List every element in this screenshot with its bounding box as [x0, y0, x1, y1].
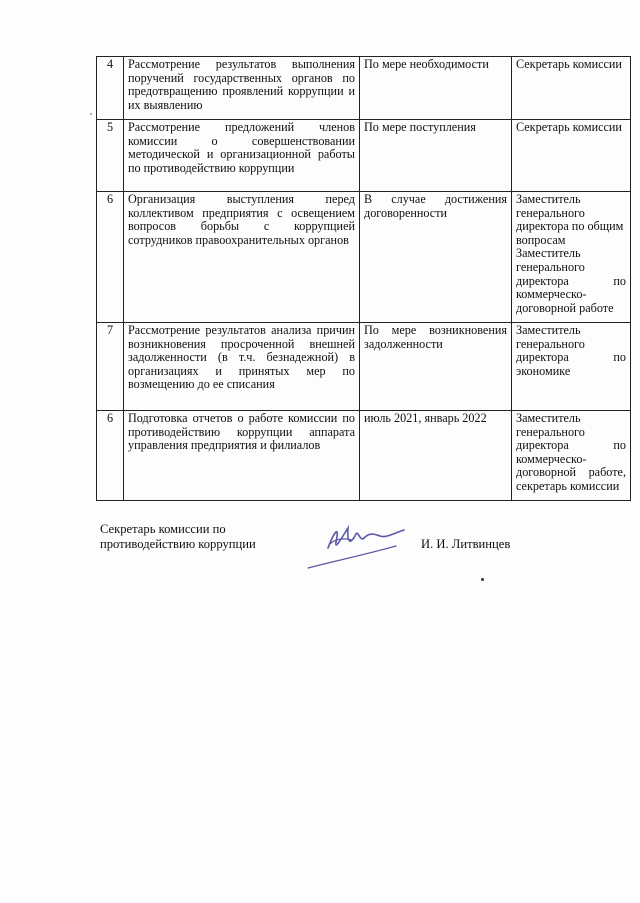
plan-table-body: [97, 57, 631, 501]
scan-speck: [90, 113, 92, 115]
activity-description: Рассмотрение предложений членов комиссии о совершенствовании методической и организационной работы по противодействию коррупции: [124, 120, 360, 192]
responsible-line: коммерческо-: [516, 451, 587, 466]
activity-description: Рассмотрение результатов выполнения поручений государственных органов по предотвращению проявлений коррупции и их выявлению: [124, 57, 360, 120]
responsible-line: директора по общим: [516, 219, 624, 234]
responsible-line: директора по: [516, 350, 626, 365]
row-number: 5: [97, 120, 124, 192]
responsible-line: Заместитель: [516, 411, 581, 425]
activity-responsible: [512, 323, 631, 411]
responsible-line: генерального: [516, 424, 585, 439]
responsible-line: договорной работе,: [516, 465, 626, 480]
responsible-line: коммерческо-: [516, 287, 587, 302]
activity-responsible: [512, 192, 631, 323]
row-number: 6: [97, 411, 124, 501]
activity-deadline: В случае достижения договоренности: [360, 192, 512, 323]
activity-deadline: По мере необходимости: [360, 57, 512, 120]
signatory-position: [100, 522, 256, 552]
responsible-line: генерального: [516, 259, 585, 274]
responsible-line: Секретарь комиссии: [516, 120, 622, 134]
responsible-line: Заместитель: [516, 246, 581, 261]
activity-deadline: июль 2021, январь 2022: [360, 411, 512, 501]
table-row: [97, 411, 631, 501]
responsible-line: Секретарь комиссии: [516, 57, 622, 71]
table-row: [97, 323, 631, 411]
row-number: 7: [97, 323, 124, 411]
activity-description: Организация выступления перед коллективом предприятия с освещением вопросов борьбы с коррупцией сотрудников правоохранительных органов: [124, 192, 360, 323]
row-number: 4: [97, 57, 124, 120]
row-number: 6: [97, 192, 124, 323]
responsible-line: секретарь комиссии: [516, 478, 620, 493]
responsible-line: договорной работе: [516, 300, 614, 315]
activity-responsible: [512, 411, 631, 501]
signatory-position-line: Секретарь комиссии по: [100, 522, 226, 536]
handwritten-signature: [300, 512, 415, 572]
anticorruption-plan-table: [96, 56, 631, 501]
scan-speck: [481, 578, 484, 581]
responsible-line: директора по: [516, 438, 626, 453]
activity-description: Подготовка отчетов о работе комиссии по противодействию коррупции аппарата управления предприятия и филиалов: [124, 411, 360, 501]
activity-responsible: [512, 57, 631, 120]
activity-deadline: По мере поступления: [360, 120, 512, 192]
responsible-line: Заместитель: [516, 323, 581, 337]
table-row: [97, 120, 631, 192]
responsible-line: вопросам: [516, 232, 566, 247]
responsible-line: экономике: [516, 363, 571, 378]
responsible-line: генерального: [516, 336, 585, 351]
activity-deadline: По мере возникновения задолженности: [360, 323, 512, 411]
signatory-name: И. И. Литвинцев: [421, 537, 511, 551]
responsible-line: Заместитель: [516, 192, 581, 206]
activity-description: Рассмотрение результатов анализа причин возникновения просроченной внешней задолженности (в т.ч. безнадежной) в организациях и принятых мер по возмещению до ее списания: [124, 323, 360, 411]
responsible-line: генерального: [516, 205, 585, 220]
signatory-position-line: противодействию коррупции: [100, 537, 256, 551]
activity-responsible: [512, 120, 631, 192]
table-row: [97, 57, 631, 120]
table-row: [97, 192, 631, 323]
responsible-line: директора по: [516, 273, 626, 288]
